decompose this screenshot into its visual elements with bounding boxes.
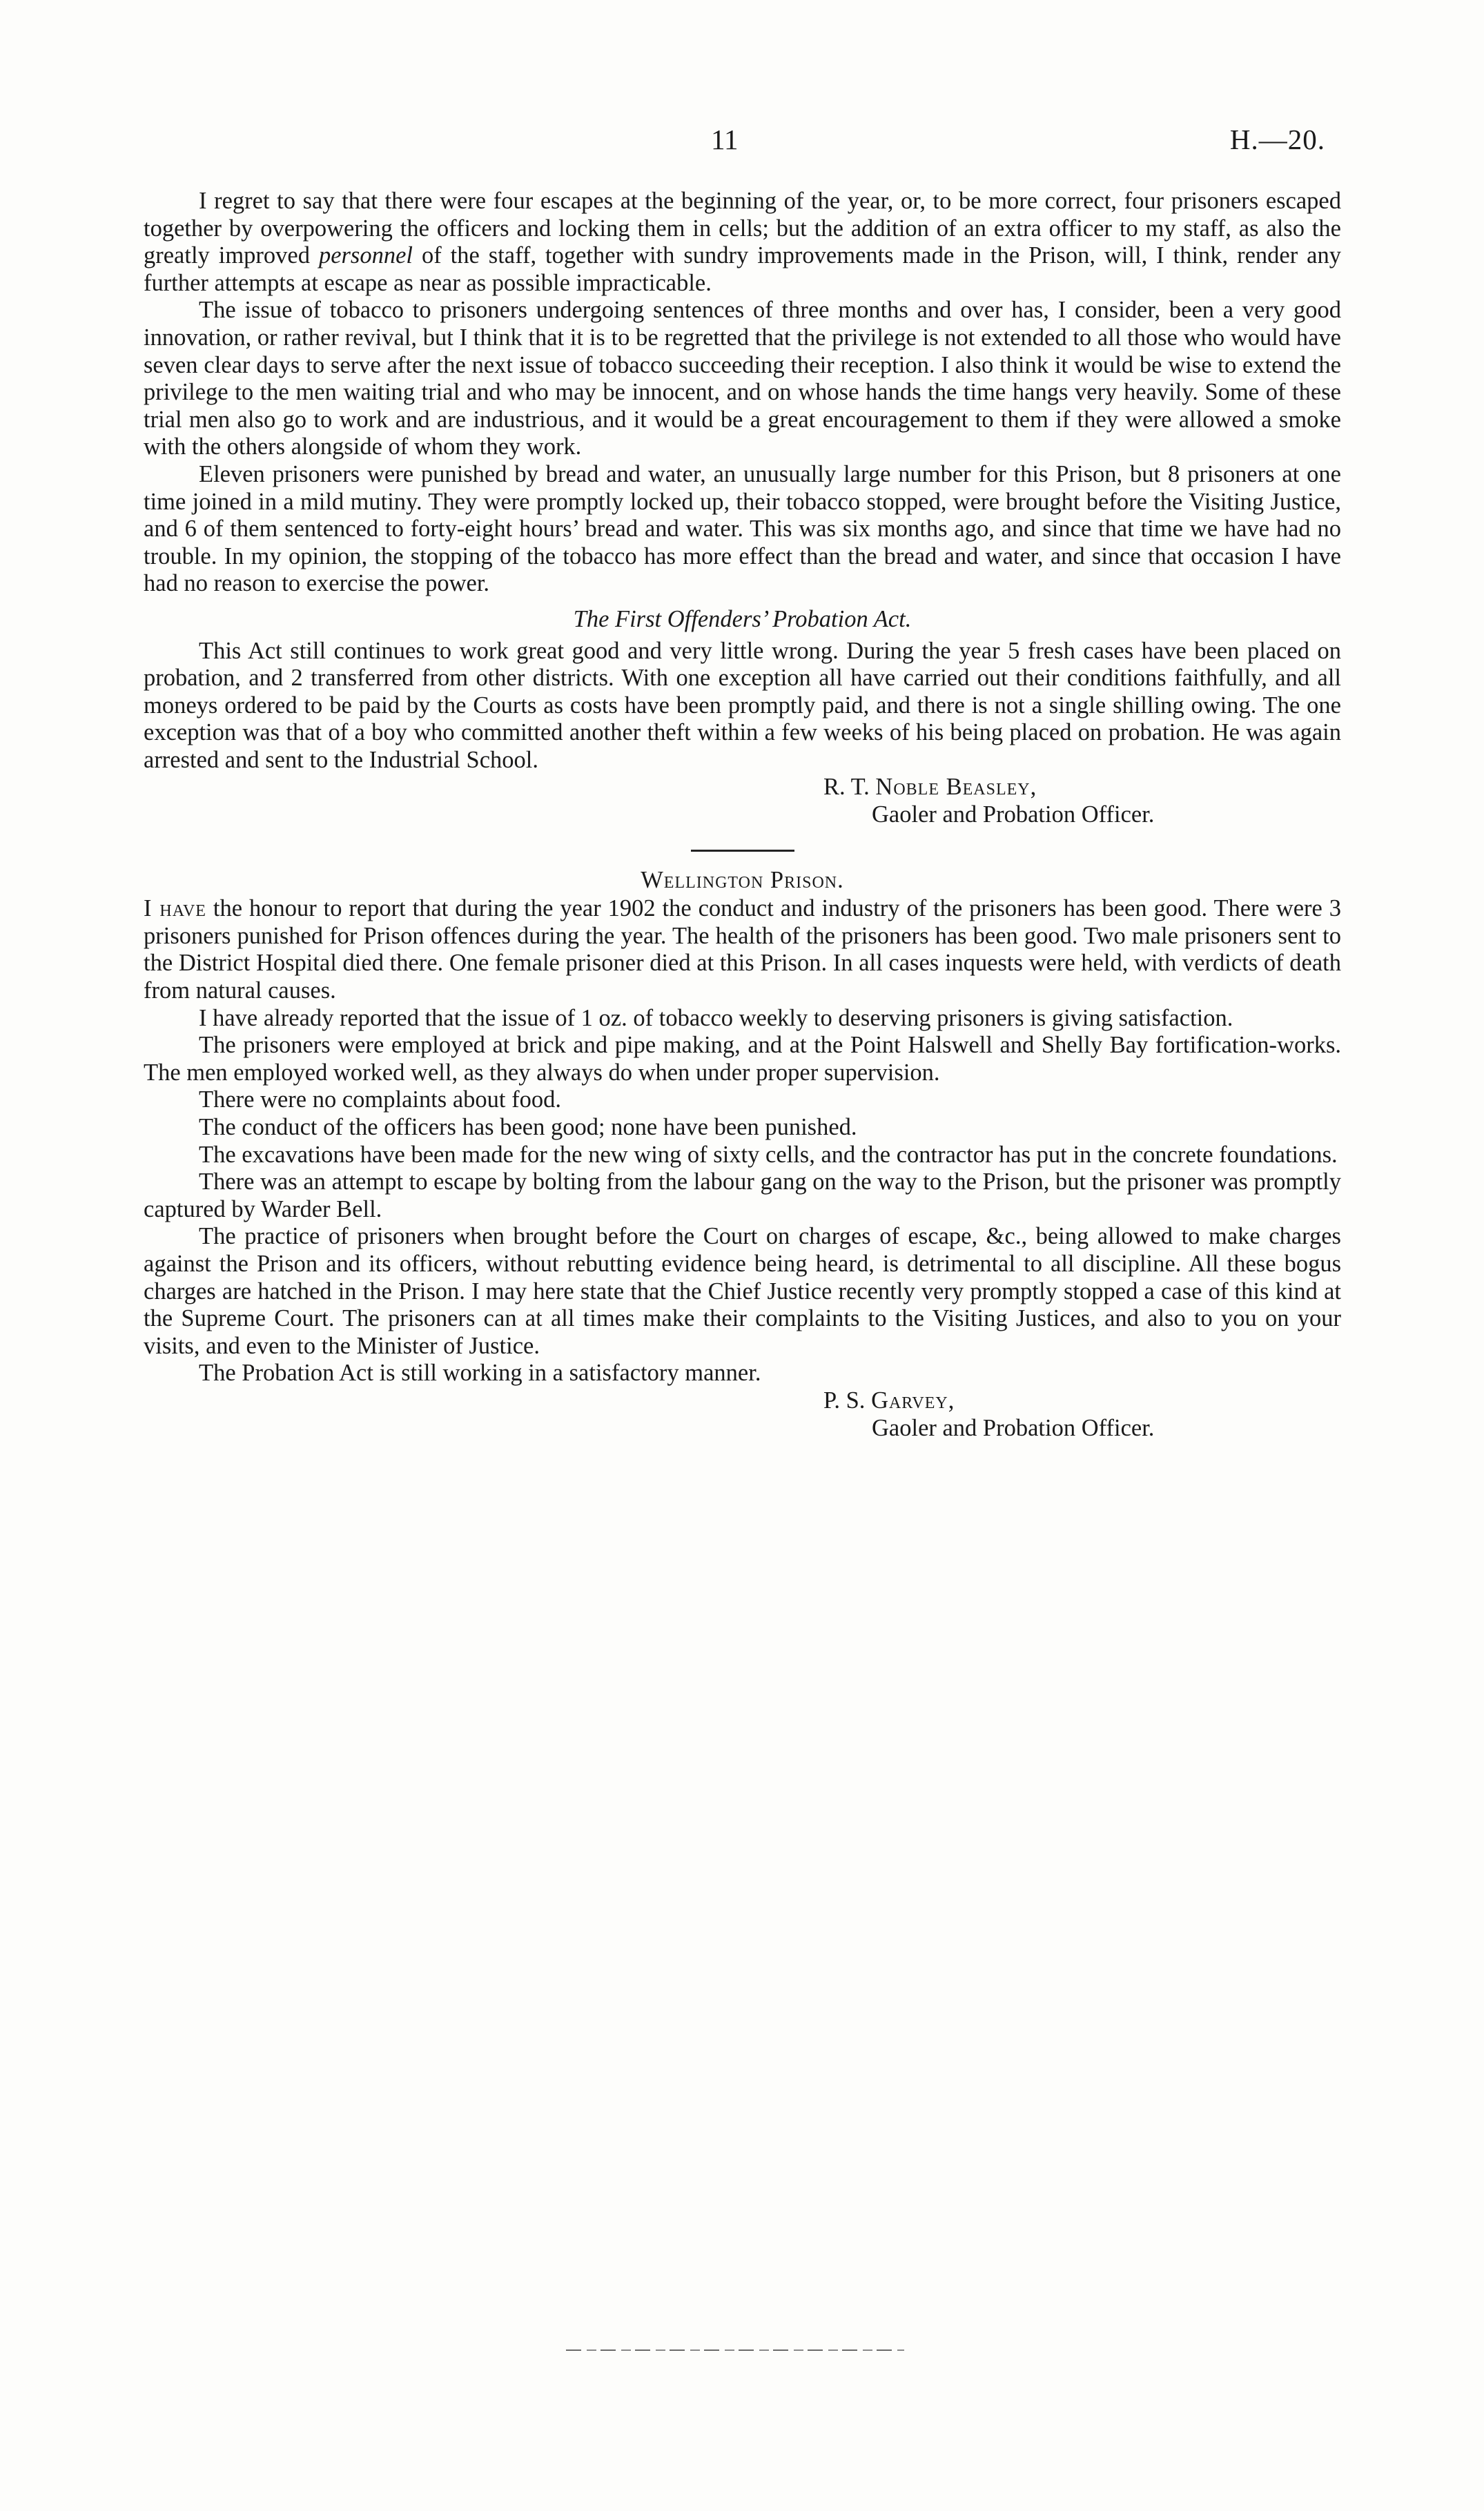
lead-caps: I have	[144, 895, 206, 922]
wellington-escape-paragraph: There was an attempt to escape by bolting from the labour gang on the way to the Prison, but the prisoner was promptly captured by Warder Bell.	[144, 1169, 1341, 1222]
signature-name: Noble Beasley,	[875, 774, 1037, 801]
wellington-food-paragraph: There were no complaints about food.	[199, 1086, 561, 1113]
page-number: 11	[711, 124, 739, 155]
wellington-excavations-paragraph: The excavations have been made for the new wing of sixty cells, and the contractor has put in the concrete foundations.	[199, 1141, 1338, 1168]
section-divider	[691, 850, 794, 852]
wellington-intro-paragraph	[144, 895, 1341, 1004]
document-reference: H.—20.	[1229, 124, 1325, 155]
garvey-signature	[144, 1387, 1341, 1442]
signature-initials: P. S.	[823, 1387, 872, 1414]
footer-rule	[566, 2349, 904, 2351]
signature-title: Gaoler and Probation Officer.	[872, 801, 1155, 828]
wellington-tobacco-paragraph: I have already reported that the issue of 1 oz. of tobacco weekly to deserving prisoners is giving satisfaction.	[199, 1004, 1233, 1031]
italic-term: personnel	[318, 242, 413, 269]
wellington-officers-paragraph: The conduct of the officers has been good; none have been punished.	[199, 1114, 857, 1140]
paragraph-text: the honour to report that during the year 1902 the conduct and industry of the prisoners has been good. There were 3 prisoners punished for Prison offences during the year. The health of the prisoners has been good. Two male prisoners sent to the District Hospital died there. One female prisoner died at this Prison. In all cases inquests were held, with verdicts of death from natural causes.	[144, 895, 1341, 1004]
probation-act-heading: The First Offenders’ Probation Act.	[573, 605, 912, 632]
tobacco-paragraph: The issue of tobacco to prisoners undergoing sentences of three months and over has, I consider, been a very good innovation, or rather revival, but I think that it is to be regretted that the privilege is not extended to all those who would have seven clear days to serve after the next issue of tobacco succeeding their reception. I also think it would be wise to extend the privilege to the men waiting trial and who may be innocent, and on whose hands the time hangs very heavily. Some of these trial men also go to work and are industrious, and it would be a great encouragement to them if they were allowed a smoke with the others alongside of whom they work.	[144, 297, 1341, 460]
punishment-paragraph: Eleven prisoners were punished by bread and water, an unusually large number for this Prison, but 8 prisoners at one time joined in a mild mutiny. They were promptly locked up, their tobacco stopped, were brought before the Visiting Justice, and 6 of them sentenced to forty-eight hours’ bread and water. This was six months ago, and since that time we have had no trouble. In my opinion, the stopping of the tobacco has more effect than the bread and water, and since that occasion I have had no reason to exercise the power.	[144, 460, 1341, 597]
wellington-court-paragraph: The practice of prisoners when brought before the Court on charges of escape, &c., being allowed to make charges against the Prison and its officers, without rebutting evidence being heard, is detrimental to all discipline. All these bogus charges are hatched in the Prison. I may here state that the Chief Justice recently very promptly stopped a case of this kind at the Supreme Court. The prisoners can at all times make their complaints to the Visiting Justices, and also to you on your visits, and even to the Minister of Justice.	[144, 1223, 1341, 1359]
escapes-paragraph	[144, 188, 1341, 297]
signature-title: Gaoler and Probation Officer.	[872, 1414, 1155, 1441]
beasley-signature	[144, 774, 1341, 828]
signature-name: Garvey,	[871, 1387, 955, 1414]
paragraph-text: I regret to say that there were four escapes at the beginning of the year, or, to be more correct, four prisoners escaped together by overpowering the officers and locking them in cells; but the addition of an extra officer to my staff, as also the greatly improved	[144, 188, 1341, 269]
wellington-probation-paragraph: The Probation Act is still working in a satisfactory manner.	[199, 1360, 761, 1387]
probation-paragraph: This Act still continues to work great good and very little wrong. During the year 5 fresh cases have been placed on probation, and 2 transferred from other districts. With one exception all have carried out their conditions faithfully, and all moneys ordered to be paid by the Courts as costs have been promptly paid, and there is not a single shilling owing. The one exception was that of a boy who committed another theft within a few weeks of his being placed on probation. He was again arrested and sent to the Industrial School.	[144, 637, 1341, 773]
page-header	[0, 123, 1484, 164]
report-body	[144, 188, 1341, 1442]
paragraph-text: of the staff, together with sundry improvements made in the Prison, will, I think, render any further attempts at escape as near as possible impracticable.	[144, 242, 1341, 296]
signature-initials: R. T.	[823, 774, 876, 801]
wellington-employment-paragraph: The prisoners were employed at brick and pipe making, and at the Point Halswell and Shelly Bay fortification-works. The men employed worked well, as they always do when under proper supervision.	[144, 1032, 1341, 1086]
wellington-prison-heading: Wellington Prison.	[641, 866, 844, 893]
